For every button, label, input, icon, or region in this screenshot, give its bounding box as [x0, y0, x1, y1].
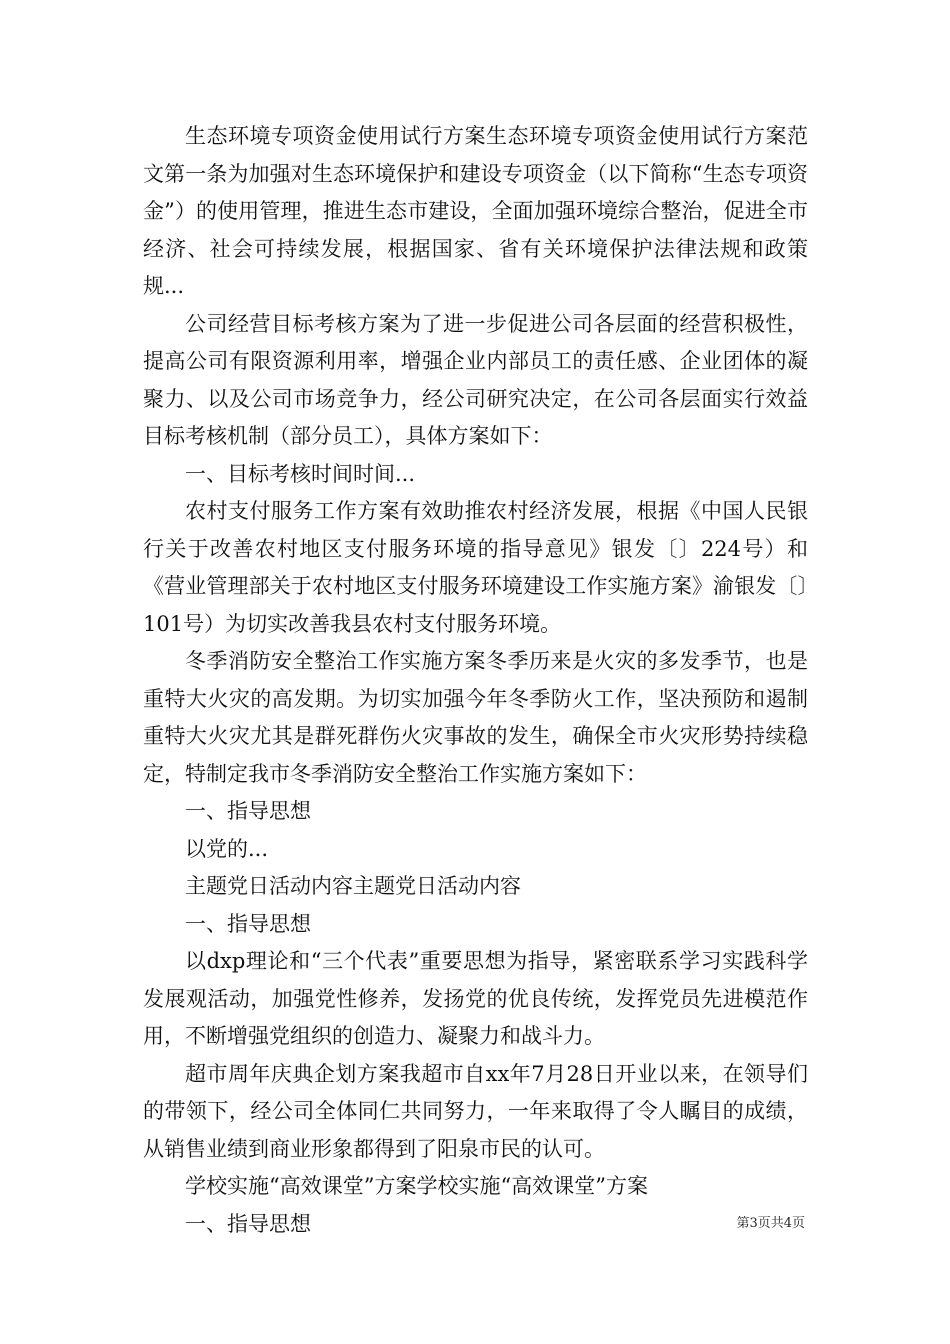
paragraph-party-guidance: 以dxp理论和“三个代表”重要思想为指导，紧密联系学习实践科学发展观活动，加强党性修养，发扬党的优良传统，发挥党员先进模范作用，不断增强党组织的创造力、凝聚力和战斗力。: [143, 949, 808, 1048]
paragraph-assessment-time: 一、目标考核时间时间...: [185, 461, 416, 486]
paragraph-guiding-thought-2: 一、指导思想: [185, 911, 311, 936]
paragraph-efficient-classroom: 学校实施“高效课堂”方案学校实施“高效课堂”方案: [185, 1174, 648, 1198]
paragraph-ecological-fund: 生态环境专项资金使用试行方案生态环境专项资金使用试行方案范文第一条为加强对生态环境保护和建设专项资金（以下简称“生态专项资金”）的使用管理，推进生态市建设，全面加强环境综合整治，促进全市经济、社会可持续发展，根据国家、省有关环境保护法律法规和政策规...: [143, 124, 808, 298]
paragraph-guiding-thought-3: 一、指导思想: [185, 1211, 311, 1236]
page-number-footer: 第3页共4页: [736, 1216, 805, 1231]
paragraph-winter-fire-safety: 冬季消防安全整治工作实施方案冬季历来是火灾的多发季节，也是重特大火灾的高发期。为切实加强今年冬季防火工作，坚决预防和遏制重特大火灾尤其是群死群伤火灾事故的发生，确保全市火灾形势持续稳定，特制定我市冬季消防安全整治工作实施方案如下：: [143, 649, 808, 786]
paragraph-rural-payment: 农村支付服务工作方案有效助推农村经济发展，根据《中国人民银行关于改善农村地区支付服务环境的指导意见》银发〔〕224号）和《营业管理部关于农村地区支付服务环境建设工作实施方案》渝银发〔〕101号）为切实改善我县农村支付服务环境。: [143, 499, 808, 636]
paragraph-company-assessment: 公司经营目标考核方案为了进一步促进公司各层面的经营积极性，提高公司有限资源利用率，增强企业内部员工的责任感、企业团体的凝聚力、以及公司市场竞争力，经公司研究决定，在公司各层面实行效益目标考核机制（部分员工），具体方案如下：: [143, 311, 808, 448]
paragraph-supermarket-anniversary: 超市周年庆典企划方案我超市自xx年7月28日开业以来，在领导们的带领下，经公司全体同仁共同努力，一年来取得了令人瞩目的成绩，从销售业绩到商业形象都得到了阳泉市民的认可。: [143, 1061, 808, 1161]
paragraph-party-basis: 以党的...: [185, 836, 269, 861]
paragraph-party-day: 主题党日活动内容主题党日活动内容: [185, 874, 521, 898]
paragraph-guiding-thought-1: 一、指导思想: [185, 799, 311, 823]
document-body: [143, 118, 808, 1243]
